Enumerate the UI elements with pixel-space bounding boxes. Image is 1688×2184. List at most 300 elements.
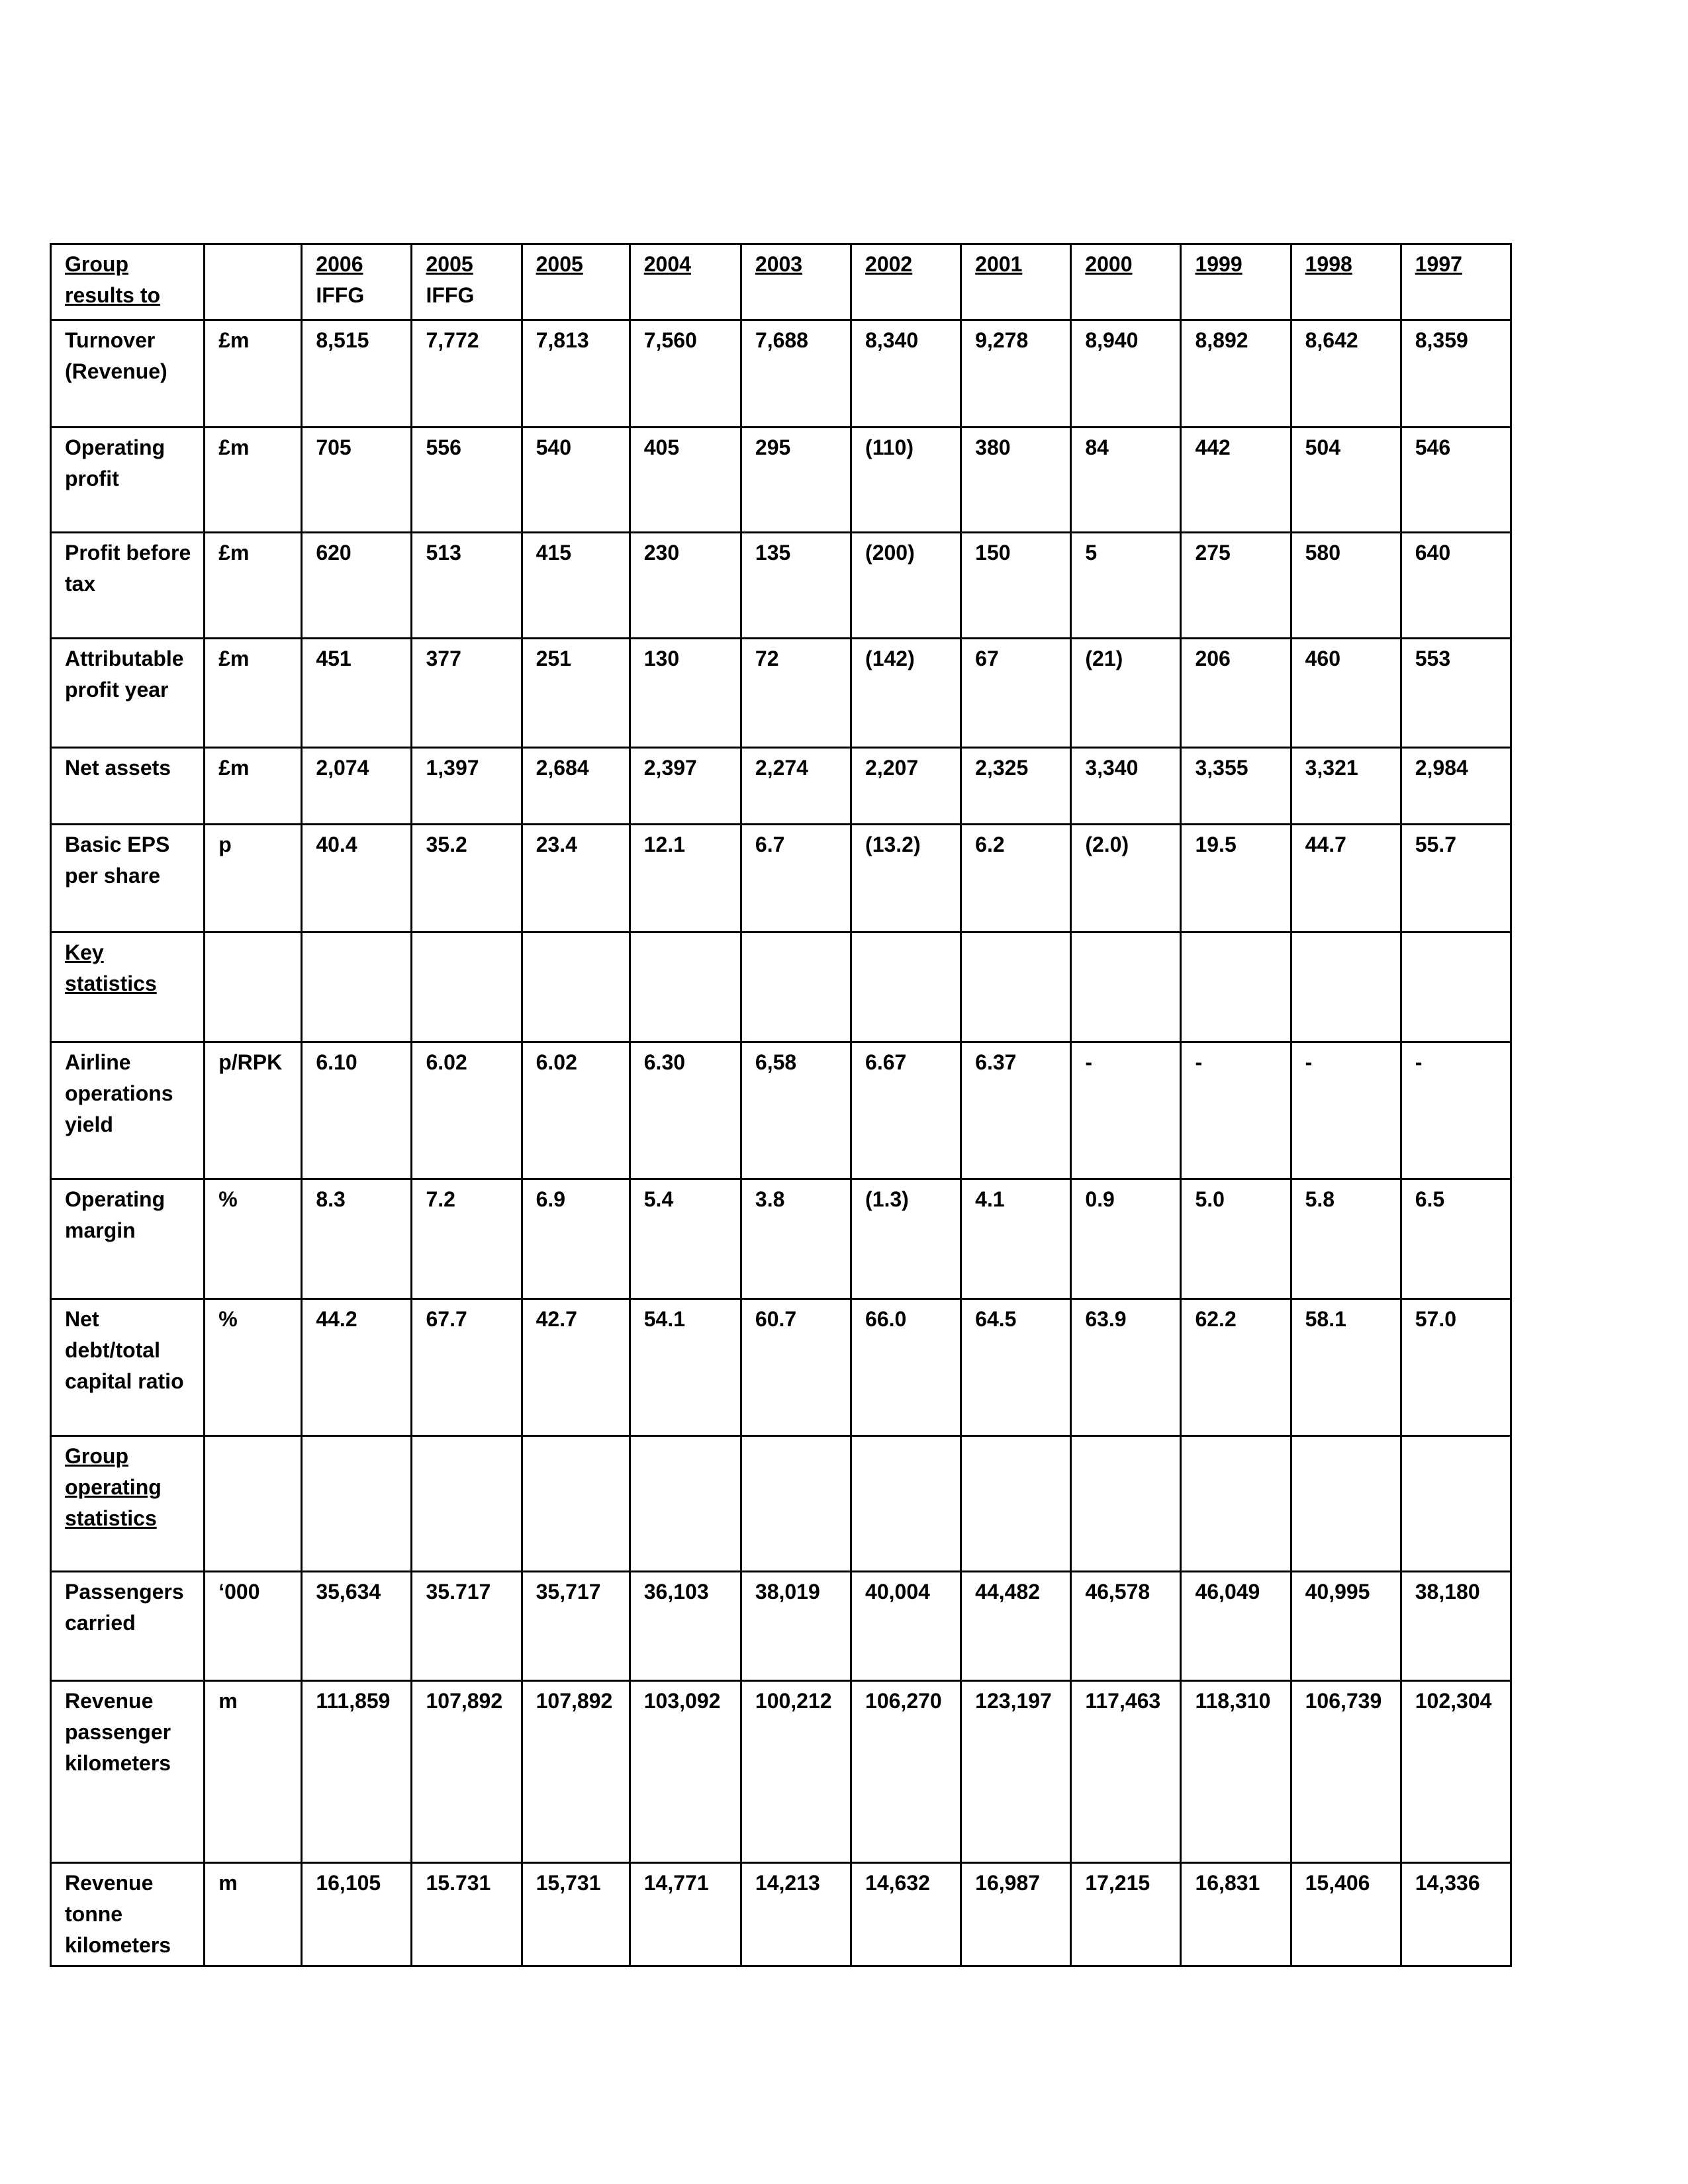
row-unit-cell [205,825,302,933]
value: 8,892 [1195,328,1248,352]
value: 3.8 [755,1187,785,1211]
value-cell [522,1572,630,1681]
value-cell [412,1863,522,1966]
value: 72 [755,647,779,670]
value: 54.1 [643,1307,686,1331]
row-unit: £m [218,541,250,565]
row-label: Revenue tonne kilometers [65,1871,171,1957]
value-cell [412,639,522,748]
value: 2,274 [755,756,808,780]
section-row [51,1436,1511,1572]
value: 3,321 [1305,756,1358,780]
value-cell [1401,825,1511,933]
value: 135 [755,541,791,565]
row-unit: £m [218,647,250,670]
value: 111,859 [316,1689,391,1713]
row-label-cell [51,1681,205,1863]
value-cell [522,533,630,639]
value: 6.2 [975,833,1005,856]
year-label: 2006 [316,252,363,276]
row-unit: % [218,1187,238,1211]
value: 6.67 [865,1050,907,1074]
value: 513 [426,541,461,565]
value: 0.9 [1085,1187,1115,1211]
empty-cell [1071,1436,1181,1572]
empty-cell [1071,933,1181,1042]
value: 415 [536,541,571,565]
value: 6.7 [755,833,785,856]
empty-cell [522,1436,630,1572]
value: 14,771 [643,1871,709,1895]
row-label: Airline operations yield [65,1050,173,1136]
value-cell [1181,533,1291,639]
year-label: 2005 [426,252,473,276]
empty-cell [851,1436,961,1572]
row-label-cell [51,825,205,933]
row-unit: m [218,1689,238,1713]
value: (200) [865,541,915,565]
year-cell [412,244,522,320]
row-label: Net debt/total capital ratio [65,1307,184,1393]
value-cell [741,1572,851,1681]
empty-cell [302,1436,412,1572]
value-cell [630,320,741,428]
table-row [51,1299,1511,1436]
value-cell [961,1572,1071,1681]
value: 380 [975,435,1011,459]
row-label-cell [51,1863,205,1966]
value: 23.4 [536,833,577,856]
empty-cell [205,933,302,1042]
row-unit: £m [218,435,250,459]
value-cell [1401,1572,1511,1681]
value: 63.9 [1085,1307,1127,1331]
value-cell [522,428,630,533]
value: 9,278 [975,328,1029,352]
row-unit-cell [205,428,302,533]
value-cell [302,639,412,748]
value-cell [302,825,412,933]
year-cell [1401,244,1511,320]
row-label-cell [51,1179,205,1299]
value: 6.02 [426,1050,467,1074]
value-cell [1071,1572,1181,1681]
value-cell [851,1863,961,1966]
value: 451 [316,647,352,670]
value: 67.7 [426,1307,467,1331]
value: 106,270 [865,1689,942,1713]
value: 117,463 [1085,1689,1161,1713]
value-cell [412,320,522,428]
value-cell [1401,428,1511,533]
empty-cell [1181,1436,1291,1572]
year-cell [1071,244,1181,320]
value-cell [1291,320,1401,428]
empty-cell [412,933,522,1042]
value: 58.1 [1305,1307,1346,1331]
value: 15.731 [426,1871,491,1895]
empty-cell [412,1436,522,1572]
value: 460 [1305,647,1340,670]
value-cell [1181,1042,1291,1179]
row-label: Operating margin [65,1187,165,1242]
value: 2,207 [865,756,919,780]
value-cell [1071,825,1181,933]
value: 3,355 [1195,756,1248,780]
value: 35.2 [426,833,467,856]
value: 130 [643,647,680,670]
year-cell [851,244,961,320]
section-row [51,933,1511,1042]
value: 405 [643,435,680,459]
year-cell [961,244,1071,320]
value: 36,103 [643,1580,709,1604]
year-cell [522,244,630,320]
row-unit-cell [205,320,302,428]
value-cell [1071,1179,1181,1299]
value: 38,019 [755,1580,820,1604]
value-cell [741,1299,851,1436]
row-unit: £m [218,756,250,780]
value-cell [630,639,741,748]
row-unit-cell [205,1863,302,1966]
value: 16,987 [975,1871,1041,1895]
value-cell [961,825,1071,933]
value-cell [851,1299,961,1436]
empty-cell [1181,933,1291,1042]
table-row [51,639,1511,748]
value-cell [1181,1572,1291,1681]
value-cell [1181,1299,1291,1436]
value-cell [741,1179,851,1299]
empty-cell [1291,1436,1401,1572]
year-label: 2002 [865,252,913,276]
empty-cell [302,933,412,1042]
value: 84 [1085,435,1109,459]
value: 705 [316,435,352,459]
table-row [51,533,1511,639]
year-label: 2004 [643,252,691,276]
row-unit-cell [205,533,302,639]
year-label: 2005 [536,252,583,276]
value: 553 [1415,647,1451,670]
value-cell [302,1572,412,1681]
value-cell [630,533,741,639]
value: 5.4 [643,1187,674,1211]
row-unit: % [218,1307,238,1331]
value: 6,58 [755,1050,797,1074]
year-label: 2001 [975,252,1023,276]
empty-cell [1291,933,1401,1042]
value: 15,731 [536,1871,601,1895]
row-unit-cell [205,639,302,748]
value: 16,105 [316,1871,381,1895]
value-cell [1071,428,1181,533]
value: 40,995 [1305,1580,1370,1604]
value-cell [1291,1299,1401,1436]
value: 44,482 [975,1580,1041,1604]
table-row [51,825,1511,933]
value: (13.2) [865,833,921,856]
value: 66.0 [865,1307,907,1331]
value: 620 [316,541,352,565]
table-row [51,428,1511,533]
row-label-cell [51,1572,205,1681]
value: 8,340 [865,328,919,352]
value: 7,813 [536,328,589,352]
value: 67 [975,647,999,670]
value-cell [412,1179,522,1299]
value: 150 [975,541,1011,565]
value-cell [1181,748,1291,825]
value: - [1305,1050,1313,1074]
value: 580 [1305,541,1340,565]
value-cell [741,639,851,748]
row-unit: ‘000 [218,1580,260,1604]
value-cell [630,748,741,825]
value-cell [1071,639,1181,748]
value-cell [961,533,1071,639]
value: 57.0 [1415,1307,1457,1331]
value-cell [1291,428,1401,533]
value-cell [851,533,961,639]
value-cell [412,1042,522,1179]
value: 8,515 [316,328,369,352]
value-cell [522,1681,630,1863]
value: 8,940 [1085,328,1139,352]
value: 118,310 [1195,1689,1271,1713]
value-cell [1291,533,1401,639]
empty-cell [741,1436,851,1572]
empty-cell [961,1436,1071,1572]
row-label-cell [51,748,205,825]
row-label-cell [51,1042,205,1179]
value-cell [961,1299,1071,1436]
value: 251 [536,647,571,670]
value: 42.7 [536,1307,577,1331]
value: 2,325 [975,756,1029,780]
value: (1.3) [865,1187,909,1211]
value: 546 [1415,435,1451,459]
value-cell [851,825,961,933]
value-cell [412,533,522,639]
value-cell [412,428,522,533]
value-cell [741,748,851,825]
table-row [51,1863,1511,1966]
value-cell [1401,1299,1511,1436]
year-cell [741,244,851,320]
value-cell [522,748,630,825]
value-cell [630,1042,741,1179]
value: 5.0 [1195,1187,1225,1211]
value-cell [961,1179,1071,1299]
value-cell [851,1572,961,1681]
table-row [51,1042,1511,1179]
year-sub: IFFG [316,283,365,307]
table-row [51,1572,1511,1681]
value: 7,688 [755,328,808,352]
value-cell [522,1042,630,1179]
value: 504 [1305,435,1340,459]
empty-cell [1401,933,1511,1042]
value-cell [1291,825,1401,933]
value-cell [302,748,412,825]
value-cell [851,1681,961,1863]
value: 6.10 [316,1050,357,1074]
empty-cell [851,933,961,1042]
value-cell [1071,1863,1181,1966]
section-label-cell [51,1436,205,1572]
value-cell [1401,1042,1511,1179]
value: 2,074 [316,756,369,780]
value-cell [741,428,851,533]
value-cell [851,639,961,748]
year-label: 2003 [755,252,803,276]
value-cell [961,748,1071,825]
value: 107,892 [536,1689,613,1713]
value: 206 [1195,647,1231,670]
value-cell [522,1863,630,1966]
value-cell [1401,748,1511,825]
value-cell [1401,639,1511,748]
row-label: Operating profit [65,435,165,490]
value: 107,892 [426,1689,503,1713]
value-cell [1401,320,1511,428]
header-title: Group results to [65,252,161,307]
value: 35,634 [316,1580,381,1604]
value-cell [522,1299,630,1436]
value: 8.3 [316,1187,346,1211]
row-label-cell [51,639,205,748]
value-cell [1071,1042,1181,1179]
year-cell [302,244,412,320]
value: 14,336 [1415,1871,1480,1895]
value-cell [1291,1681,1401,1863]
row-label: Attributable profit year [65,647,184,702]
value: 7.2 [426,1187,455,1211]
value: 1,397 [426,756,479,780]
section-label: Key statistics [65,940,157,995]
value-cell [302,1179,412,1299]
value-cell [851,1179,961,1299]
value-cell [1071,320,1181,428]
value: 4.1 [975,1187,1005,1211]
value: 60.7 [755,1307,797,1331]
value: 7,560 [643,328,697,352]
value-cell [851,428,961,533]
value-cell [1181,1681,1291,1863]
value: (142) [865,647,915,670]
value-cell [302,1681,412,1863]
empty-cell [630,1436,741,1572]
value-cell [1071,533,1181,639]
value-cell [741,533,851,639]
value-cell [1291,1863,1401,1966]
value: 103,092 [643,1689,721,1713]
empty-cell [205,1436,302,1572]
value: - [1415,1050,1423,1074]
value-cell [961,1042,1071,1179]
value-cell [630,1681,741,1863]
value-cell [1291,748,1401,825]
value: 12.1 [643,833,686,856]
value-cell [630,1863,741,1966]
value-cell [1291,1572,1401,1681]
table-row [51,320,1511,428]
row-label: Revenue passenger kilometers [65,1689,171,1775]
value: 46,049 [1195,1580,1260,1604]
value-cell [741,1863,851,1966]
row-label-cell [51,428,205,533]
value-cell [302,533,412,639]
section-label-cell [51,933,205,1042]
empty-cell [961,933,1071,1042]
value-cell [1181,320,1291,428]
value: 44.7 [1305,833,1346,856]
year-label: 1997 [1415,252,1462,276]
section-label: Group operating statistics [65,1444,162,1530]
value: 6.30 [643,1050,686,1074]
row-unit-cell [205,1179,302,1299]
value: 102,304 [1415,1689,1492,1713]
row-unit-cell [205,1572,302,1681]
row-label: Passengers carried [65,1580,184,1635]
value-cell [1401,1179,1511,1299]
value-cell [961,428,1071,533]
row-unit-cell [205,748,302,825]
value: 230 [643,541,680,565]
value: 6.9 [536,1187,566,1211]
value-cell [302,428,412,533]
value: 6.02 [536,1050,577,1074]
row-label: Profit before tax [65,541,191,596]
row-label: Basic EPS per share [65,833,170,887]
value-cell [741,1681,851,1863]
group-results-table [50,243,1512,1967]
value: 64.5 [975,1307,1017,1331]
value-cell [522,639,630,748]
empty-cell [630,933,741,1042]
value-cell [1181,825,1291,933]
value: 2,684 [536,756,589,780]
table-row [51,1179,1511,1299]
value: 8,642 [1305,328,1358,352]
value-cell [412,1681,522,1863]
value: 5.8 [1305,1187,1335,1211]
value-cell [961,639,1071,748]
value: 442 [1195,435,1231,459]
row-unit: p [218,833,232,856]
value-cell [851,748,961,825]
value-cell [302,320,412,428]
row-unit-cell [205,1681,302,1863]
value-cell [1181,428,1291,533]
value: 40,004 [865,1580,930,1604]
row-label: Net assets [65,756,171,780]
value: 275 [1195,541,1231,565]
row-label-cell [51,1299,205,1436]
empty-cell [1401,1436,1511,1572]
value-cell [1181,639,1291,748]
empty-cell [741,933,851,1042]
row-unit-cell [205,1299,302,1436]
value-cell [961,1681,1071,1863]
table-row [51,748,1511,825]
value: 44.2 [316,1307,357,1331]
value-cell [302,1863,412,1966]
row-label: Turnover (Revenue) [65,328,167,383]
value-cell [412,1572,522,1681]
